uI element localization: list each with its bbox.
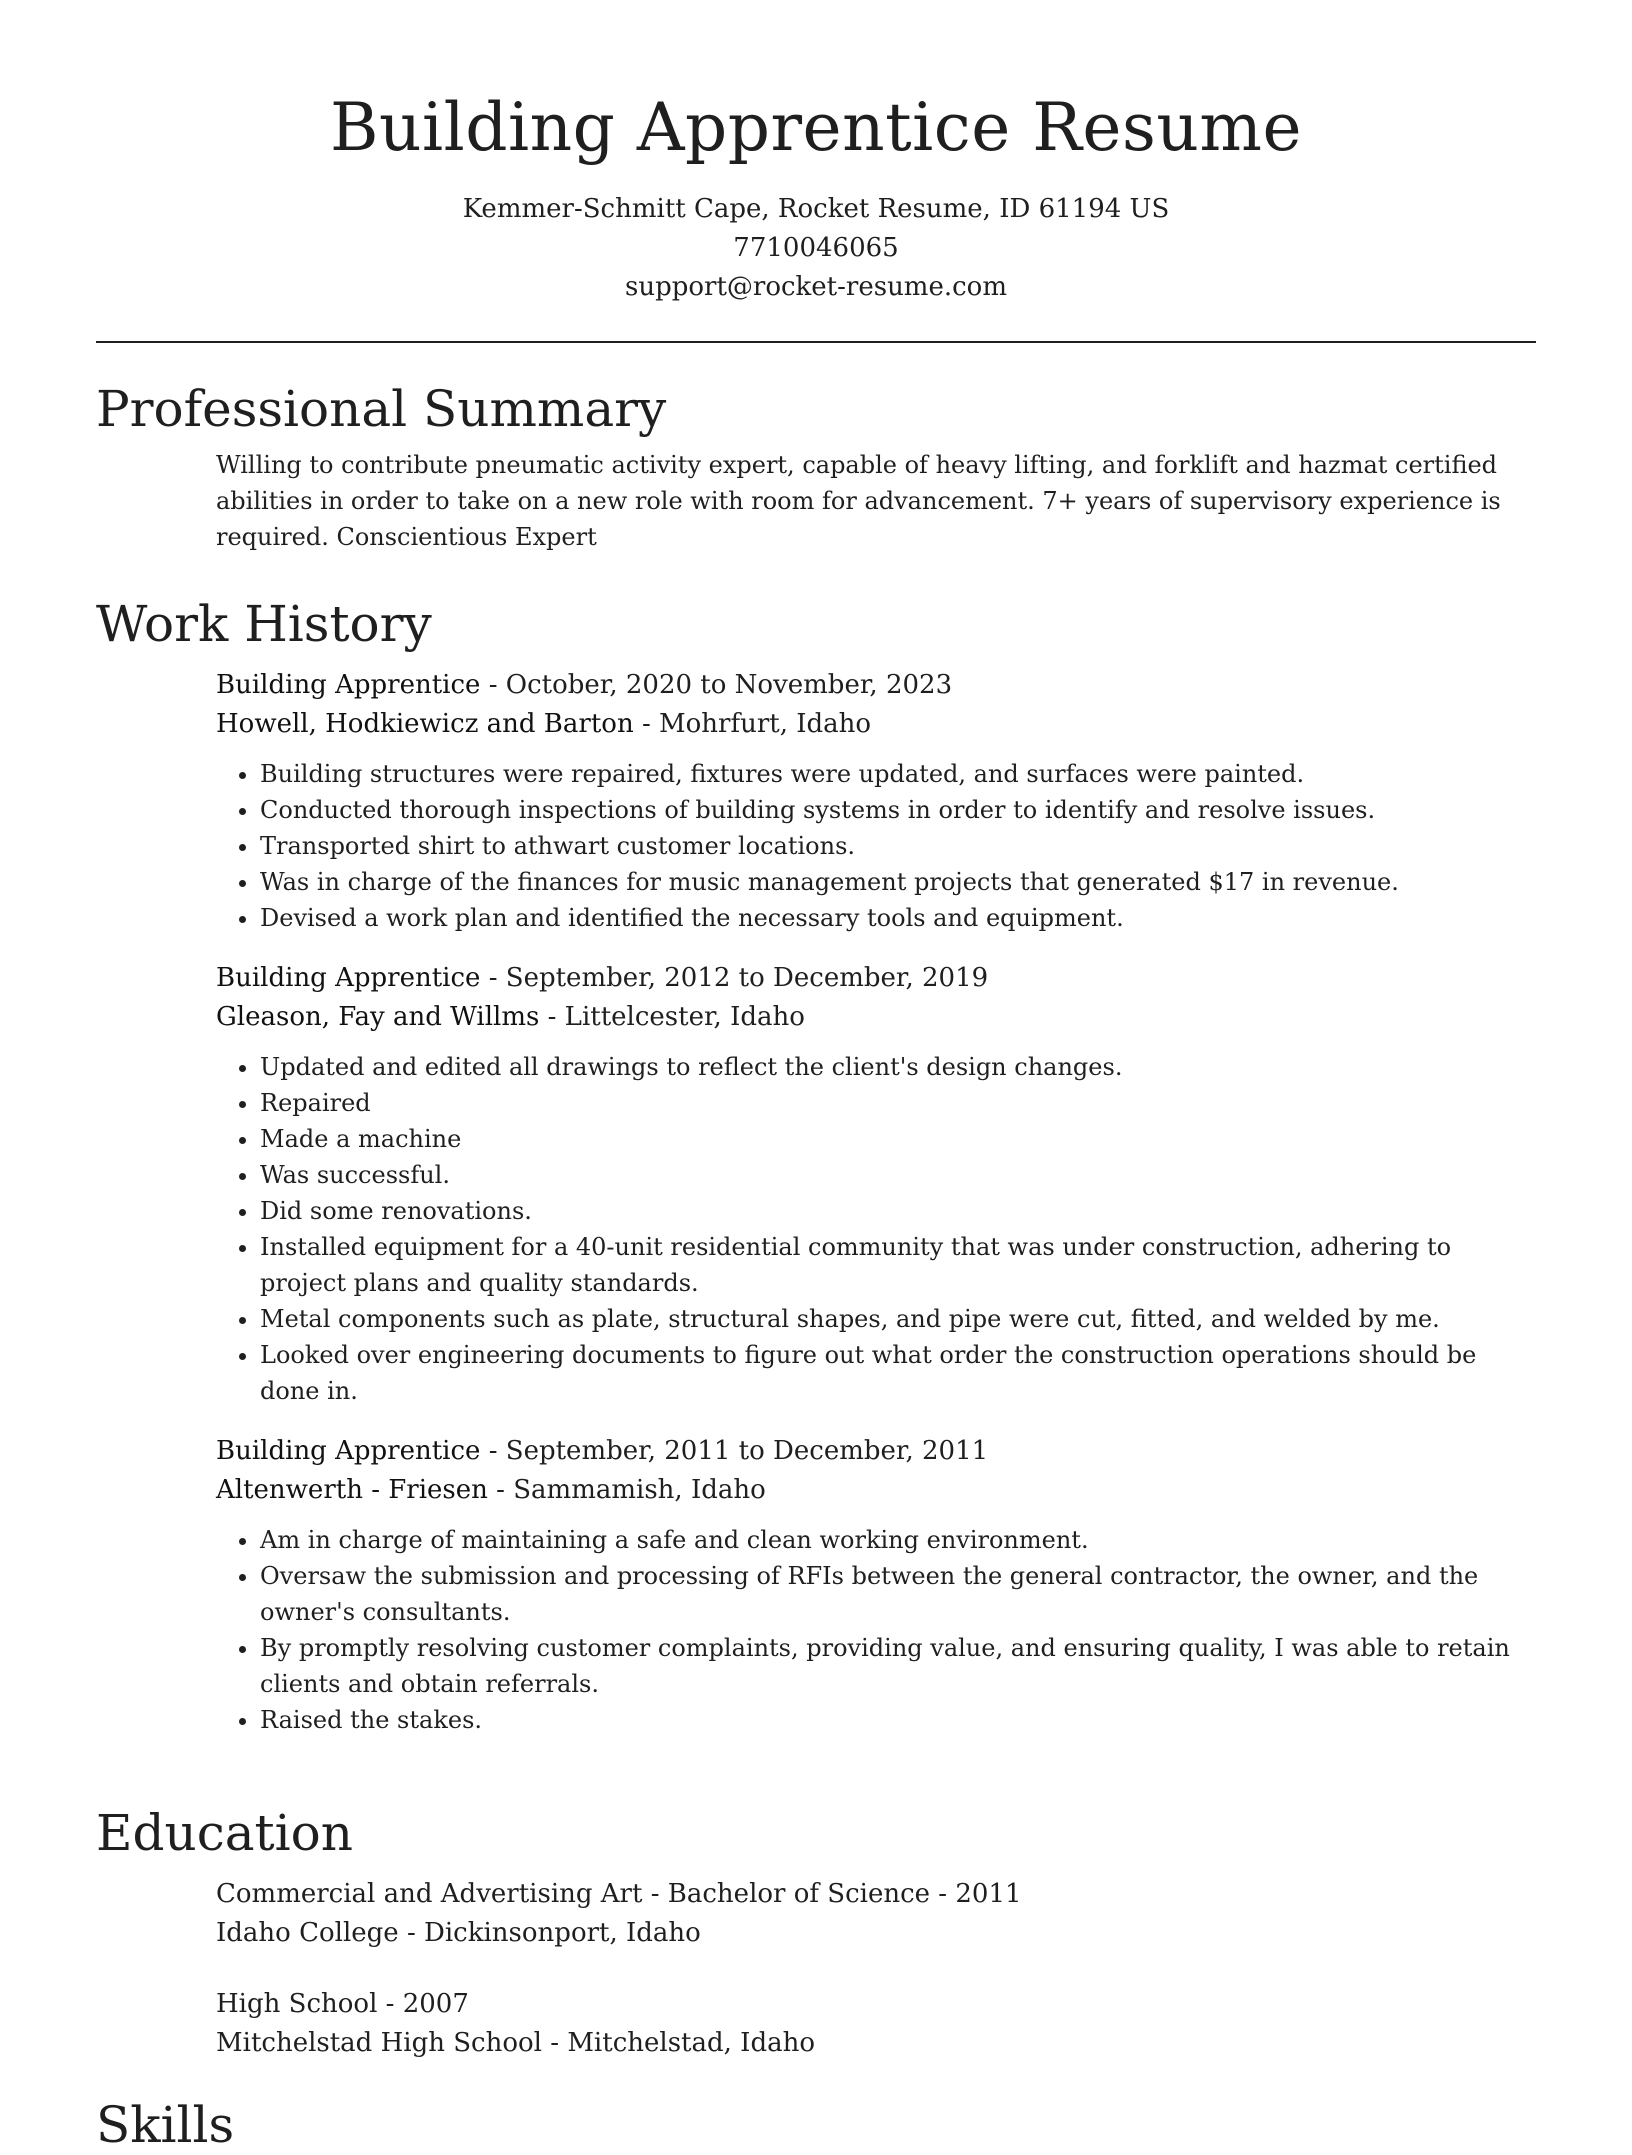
education-field: Commercial and Advertising Art — [216, 1879, 643, 1909]
list-item: • Transported shirt to athwart customer locations. — [260, 828, 1536, 864]
job-location: Littelcester, Idaho — [564, 1002, 805, 1032]
job-dates: October, 2020 to November, 2023 — [505, 670, 953, 700]
skills-heading: Skills — [96, 2096, 235, 2154]
list-item: • Conducted thorough inspections of building systems in order to identify and resolve issues. — [260, 792, 1536, 828]
work-history-heading: Work History — [96, 595, 432, 653]
contact-info — [0, 190, 1632, 307]
education-section — [96, 1803, 1536, 2063]
summary-section — [96, 379, 1536, 555]
list-item: • Building structures were repaired, fixtures were updated, and surfaces were painted. — [260, 756, 1536, 792]
job-bullets — [216, 756, 1536, 936]
phone-text: 7710046065 — [733, 233, 899, 263]
job-bullets — [216, 1049, 1536, 1409]
education-entry — [216, 1985, 1536, 2063]
education-year: 2011 — [955, 1879, 1022, 1909]
job-location: Mohrfurt, Idaho — [659, 709, 872, 739]
education-heading: Education — [96, 1804, 353, 1862]
list-item: • Did some renovations. — [260, 1193, 1536, 1229]
job-company: Gleason, Fay and Willms — [216, 1002, 540, 1032]
job-company-line: Altenwerth - Friesen - Sammamish, Idaho — [216, 1475, 766, 1505]
page-title: Building Apprentice Resume — [330, 89, 1302, 166]
job-company-line: Gleason, Fay and Willms - Littelcester, Idaho — [216, 1002, 805, 1032]
education-school-line: Mitchelstad High School - Mitchelstad, Idaho — [216, 2028, 815, 2058]
job-company: Howell, Hodkiewicz and Barton — [216, 709, 634, 739]
education-degree: Bachelor of Science — [667, 1879, 931, 1909]
summary-heading: Professional Summary — [96, 380, 667, 438]
list-item: • Am in charge of maintaining a safe and clean working environment. — [260, 1522, 1536, 1558]
list-item: • Looked over engineering documents to figure out what order the construction operations should be done in. — [260, 1337, 1536, 1409]
work-history-section — [96, 594, 1536, 1738]
education-school-line: Idaho College - Dickinsonport, Idaho — [216, 1918, 701, 1948]
education-school: Mitchelstad High School — [216, 2028, 542, 2058]
education-degree: High School — [216, 1989, 378, 2019]
resume-header — [0, 0, 1632, 307]
job-title: Building Apprentice — [216, 670, 481, 700]
education-location: Dickinsonport, Idaho — [424, 1918, 701, 1948]
job-dates: September, 2011 to December, 2011 — [505, 1436, 989, 1466]
job-company-line: Howell, Hodkiewicz and Barton - Mohrfurt, Idaho — [216, 709, 872, 739]
list-item: • By promptly resolving customer complaints, providing value, and ensuring quality, I was able to retain clients and obtain referrals. — [260, 1630, 1536, 1702]
education-degree-line: Commercial and Advertising Art - Bachelor of Science - 2011 — [216, 1879, 1022, 1909]
list-item: • Was in charge of the finances for music management projects that generated $17 in revenue. — [260, 864, 1536, 900]
education-location: Mitchelstad, Idaho — [567, 2028, 815, 2058]
list-item: • Raised the stakes. — [260, 1702, 1536, 1738]
job-location: Sammamish, Idaho — [513, 1475, 766, 1505]
address-text: Kemmer-Schmitt Cape, Rocket Resume, ID 61194 US — [462, 194, 1170, 224]
job-company: Altenwerth - Friesen — [216, 1475, 488, 1505]
education-entry — [216, 1875, 1536, 1953]
education-school: Idaho College — [216, 1918, 399, 1948]
summary-text: Willing to contribute pneumatic activity expert, capable of heavy lifting, and forklift and hazmat certified abilities in order to take on a new role with room for advancement. 7+ years of supervisory experience is required. Conscientious Expert — [216, 451, 1501, 551]
job-title-line: Building Apprentice - October, 2020 to November, 2023 — [216, 670, 953, 700]
list-item: • Metal components such as plate, structural shapes, and pipe were cut, fitted, and welded by me. — [260, 1301, 1536, 1337]
email-text: support@rocket-resume.com — [624, 272, 1007, 302]
job-title: Building Apprentice — [216, 963, 481, 993]
list-item: • Updated and edited all drawings to reflect the client's design changes. — [260, 1049, 1536, 1085]
list-item: • Repaired — [260, 1085, 1536, 1121]
education-degree-line: High School - 2007 — [216, 1989, 469, 2019]
skills-section — [96, 2095, 1536, 2155]
list-item: • Made a machine — [260, 1121, 1536, 1157]
education-year: 2007 — [402, 1989, 469, 2019]
job-entry — [216, 1432, 1536, 1738]
list-item: • Was successful. — [260, 1157, 1536, 1193]
list-item: • Installed equipment for a 40-unit residential community that was under construction, adhering to project plans and quality standards. — [260, 1229, 1536, 1301]
list-item: • Devised a work plan and identified the necessary tools and equipment. — [260, 900, 1536, 936]
job-bullets — [216, 1522, 1536, 1738]
job-entry — [216, 959, 1536, 1409]
job-title-line: Building Apprentice - September, 2011 to December, 2011 — [216, 1436, 989, 1466]
list-item: • Oversaw the submission and processing of RFIs between the general contractor, the owner, and the owner's consultants. — [260, 1558, 1536, 1630]
job-title-line: Building Apprentice - September, 2012 to December, 2019 — [216, 963, 989, 993]
header-divider — [96, 341, 1536, 343]
job-dates: September, 2012 to December, 2019 — [505, 963, 989, 993]
job-entry — [216, 666, 1536, 936]
job-title: Building Apprentice — [216, 1436, 481, 1466]
